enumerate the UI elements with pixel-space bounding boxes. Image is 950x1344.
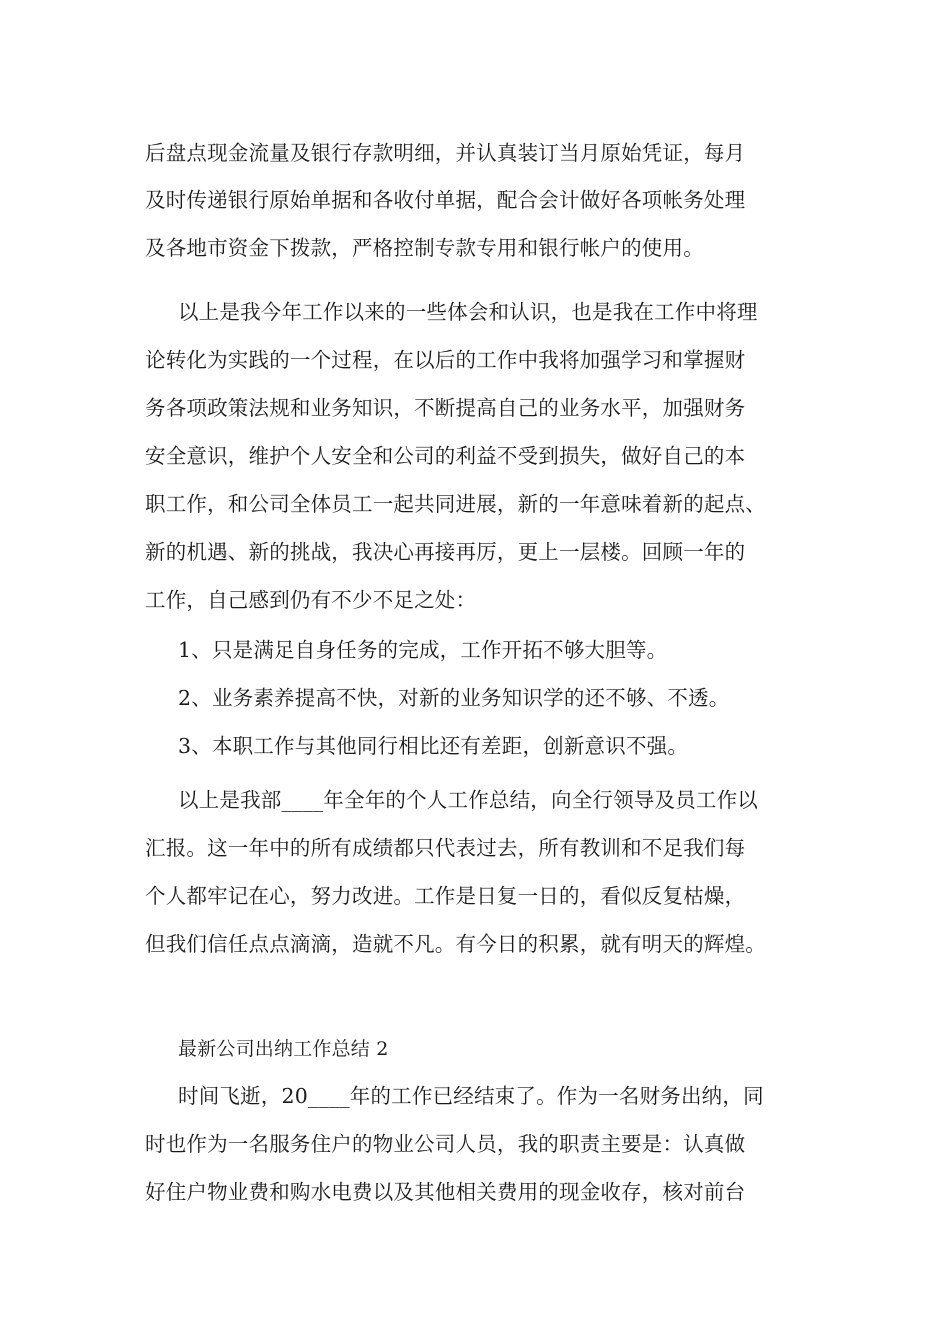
section-heading: 最新公司出纳工作总结 2 [178, 1038, 389, 1060]
list-item: 2、业务素养提高不快，对新的业务知识学的还不够、不透。 [178, 686, 730, 710]
text-line: 好住户物业费和购水电费以及其他相关费用的现金收存，核对前台 [145, 1180, 746, 1204]
text-line: 以上是我部____年全年的个人工作总结，向全行领导及员工作以 [178, 788, 758, 812]
text-line: 时也作为一名服务住户的物业公司人员，我的职责主要是：认真做 [145, 1132, 746, 1156]
text-line: 时间飞逝，20____年的工作已经结束了。作为一名财务出纳，同 [178, 1084, 764, 1108]
list-item: 3、本职工作与其他同行相比还有差距，创新意识不强。 [178, 734, 689, 758]
text-line: 安全意识，维护个人安全和公司的利益不受到损失，做好自己的本 [145, 444, 746, 468]
text-line: 工作，自己感到仍有不少不足之处： [145, 588, 477, 612]
text-line: 新的机遇、新的挑战，我决心再接再厉，更上一层楼。回顾一年的 [145, 540, 746, 564]
text-line: 但我们信任点点滴滴，造就不凡。有今日的积累，就有明天的辉煌。 [145, 932, 766, 956]
text-line: 及时传递银行原始单据和各收付单据，配合会计做好各项帐务处理 [145, 188, 746, 212]
list-item: 1、只是满足自身任务的完成，工作开拓不够大胆等。 [178, 638, 668, 662]
text-line: 汇报。这一年中的所有成绩都只代表过去，所有教训和不足我们每 [145, 836, 746, 860]
text-line: 个人都牢记在心，努力改进。工作是日复一日的，看似反复枯燥， [145, 884, 746, 908]
text-line: 以上是我今年工作以来的一些体会和认识，也是我在工作中将理 [178, 300, 758, 324]
text-line: 务各项政策法规和业务知识，不断提高自己的业务水平，加强财务 [145, 396, 746, 420]
text-line: 论转化为实践的一个过程，在以后的工作中我将加强学习和掌握财 [145, 348, 746, 372]
text-line: 及各地市资金下拨款，严格控制专款专用和银行帐户的使用。 [145, 236, 704, 260]
text-line: 后盘点现金流量及银行存款明细，并认真装订当月原始凭证，每月 [145, 141, 746, 165]
text-line: 职工作，和公司全体员工一起共同进展，新的一年意味着新的起点、 [145, 492, 766, 516]
